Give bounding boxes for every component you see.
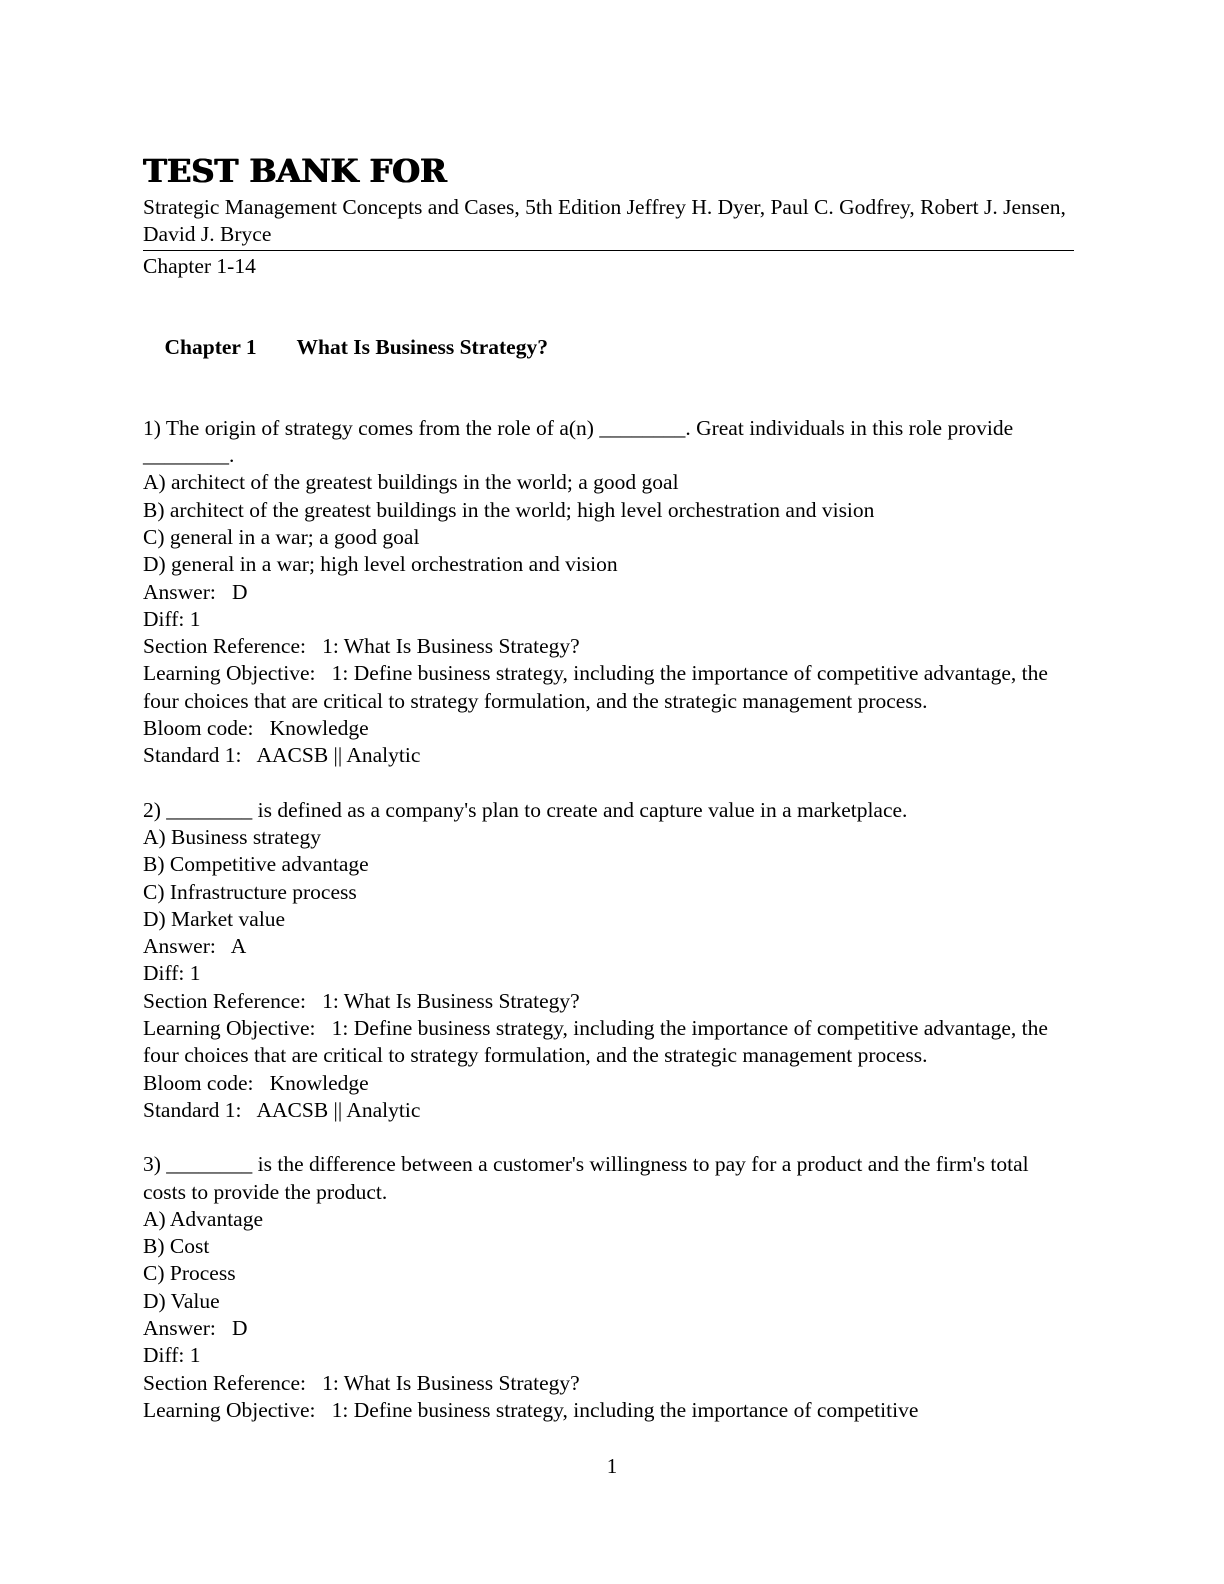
section-reference: Section Reference: 1: What Is Business Strategy? bbox=[143, 634, 580, 659]
option-c: C) general in a war; a good goal bbox=[143, 524, 420, 549]
question-1 bbox=[143, 415, 1074, 770]
answer: Answer: D bbox=[143, 1315, 248, 1340]
section-reference: Section Reference: 1: What Is Business Strategy? bbox=[143, 988, 580, 1013]
book-subtitle: Strategic Management Concepts and Cases, 5th Edition Jeffrey H. Dyer, Paul C. Godfrey, Robert J. Jensen, David J. Bryce bbox=[143, 194, 1074, 251]
chapter-title: What Is Business Strategy? bbox=[296, 335, 548, 360]
question-2 bbox=[143, 797, 1074, 1125]
option-b: B) Cost bbox=[143, 1234, 210, 1259]
question-stem: 1) The origin of strategy comes from the role of a(n) ________. Great individuals in this role provide ________. bbox=[143, 415, 1019, 468]
answer: Answer: D bbox=[143, 579, 248, 604]
test-bank-title: TEST BANK FOR bbox=[143, 152, 447, 190]
standard: Standard 1: AACSB || Analytic bbox=[143, 743, 421, 768]
option-d: D) Market value bbox=[143, 906, 286, 931]
chapter-heading bbox=[143, 307, 1074, 389]
chapter-range: Chapter 1-14 bbox=[143, 253, 256, 278]
question-3 bbox=[143, 1151, 1074, 1424]
learning-objective: Learning Objective: 1: Define business strategy, including the importance of competitive advantage, the four choices that are critical to strategy formulation, and the strategic management process. bbox=[143, 661, 1054, 713]
difficulty: Diff: 1 bbox=[143, 606, 201, 631]
option-a: A) Business strategy bbox=[143, 824, 321, 849]
standard: Standard 1: AACSB || Analytic bbox=[143, 1097, 421, 1122]
option-b: B) architect of the greatest buildings in the world; high level orchestration and vision bbox=[143, 497, 875, 522]
difficulty: Diff: 1 bbox=[143, 1343, 201, 1368]
document-page bbox=[143, 148, 1074, 1451]
page-number: 1 bbox=[606, 1454, 618, 1478]
option-a: A) architect of the greatest buildings in the world; a good goal bbox=[143, 470, 679, 495]
option-d: D) Value bbox=[143, 1288, 220, 1313]
bloom-code: Bloom code: Knowledge bbox=[143, 716, 369, 741]
chapter-number: Chapter 1 bbox=[164, 335, 257, 360]
learning-objective: Learning Objective: 1: Define business strategy, including the importance of competitive bbox=[143, 1397, 919, 1422]
bloom-code: Bloom code: Knowledge bbox=[143, 1070, 369, 1095]
option-c: C) Process bbox=[143, 1261, 236, 1286]
question-stem: 3) ________ is the difference between a customer's willingness to pay for a product and the firm's total costs to provide the product. bbox=[143, 1152, 1035, 1204]
answer: Answer: A bbox=[143, 934, 247, 959]
learning-objective: Learning Objective: 1: Define business strategy, including the importance of competitive advantage, the four choices that are critical to strategy formulation, and the strategic management process. bbox=[143, 1016, 1054, 1068]
question-stem: 2) ________ is defined as a company's plan to create and capture value in a marketplace. bbox=[143, 797, 908, 822]
option-c: C) Infrastructure process bbox=[143, 879, 357, 904]
option-a: A) Advantage bbox=[143, 1206, 264, 1231]
option-b: B) Competitive advantage bbox=[143, 852, 369, 877]
option-d: D) general in a war; high level orchestration and vision bbox=[143, 552, 618, 577]
difficulty: Diff: 1 bbox=[143, 961, 201, 986]
section-reference: Section Reference: 1: What Is Business Strategy? bbox=[143, 1370, 580, 1395]
